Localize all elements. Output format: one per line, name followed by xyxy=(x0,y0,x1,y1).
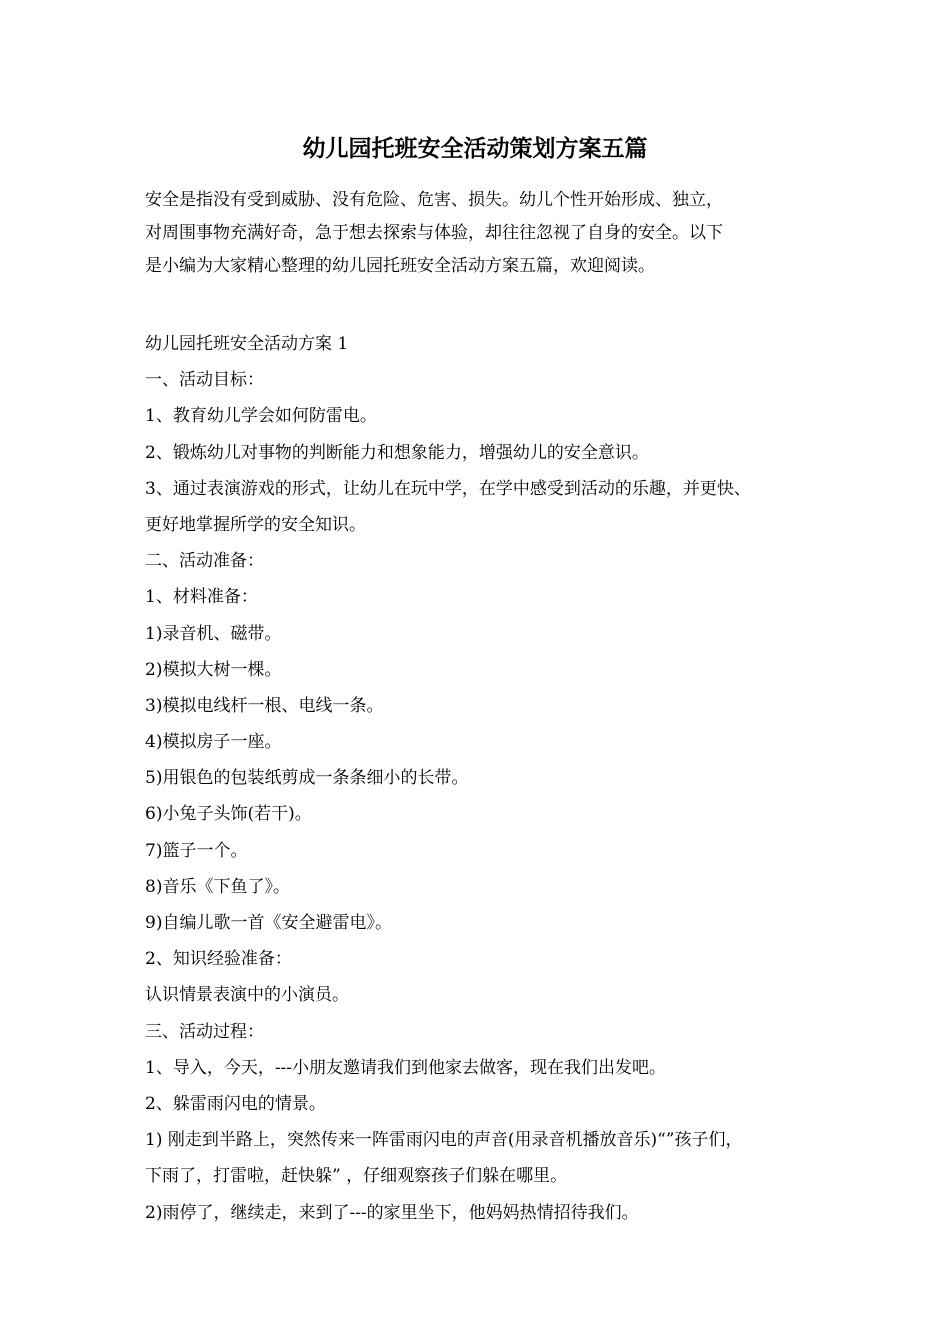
text-line: 2)模拟大树一棵。 xyxy=(145,659,282,680)
intro-line: 是小编为大家精心整理的幼儿园托班安全活动方案五篇，欢迎阅读。 xyxy=(145,256,655,276)
text-line: 7)篮子一个。 xyxy=(145,840,248,861)
subsection-heading: 三、活动过程： xyxy=(145,1021,264,1042)
text-line: 6)小兔子头饰(若干)。 xyxy=(145,804,312,825)
text-line: 2)雨停了，继续走，来到了---的家里坐下，他妈妈热情招待我们。 xyxy=(145,1202,639,1223)
text-line: 1) 刚走到半路上，突然传来一阵雷雨闪电的声音(用录音机播放音乐)“”孩子们， xyxy=(145,1130,743,1151)
text-line: 1、导入，今天，---小朋友邀请我们到他家去做客，现在我们出发吧。 xyxy=(145,1057,667,1078)
text-line: 9)自编儿歌一首《安全避雷电》。 xyxy=(145,913,392,933)
subsection-heading: 二、活动准备： xyxy=(145,551,264,572)
intro-paragraph xyxy=(145,184,810,283)
section-heading: 幼儿园托班安全活动方案 1 xyxy=(145,334,349,354)
text-line: 下雨了，打雷啦，赶快躲” ，仔细观察孩子们躲在哪里。 xyxy=(145,1166,568,1187)
text-line: 1、材料准备： xyxy=(145,587,258,608)
intro-line: 对周围事物充满好奇，急于想去探索与体验，却往往忽视了自身的安全。以下 xyxy=(145,223,723,243)
text-line: 2、躲雷雨闪电的情景。 xyxy=(145,1093,326,1114)
text-line: 3、通过表演游戏的形式，让幼儿在玩中学，在学中感受到活动的乐趣，并更快、 xyxy=(145,478,751,499)
text-line: 1)录音机、磁带。 xyxy=(145,623,282,644)
text-line: 认识情景表演中的小演员。 xyxy=(145,985,349,1006)
text-line: 1、教育幼儿学会如何防雷电。 xyxy=(145,406,377,427)
text-line: 2、知识经验准备： xyxy=(145,949,292,970)
intro-line: 安全是指没有受到威胁、没有危险、危害、损失。幼儿个性开始形成、独立， xyxy=(145,190,723,210)
text-line: 5)用银色的包装纸剪成一条条细小的长带。 xyxy=(145,768,469,789)
text-line: 更好地掌握所学的安全知识。 xyxy=(145,514,366,535)
document-body xyxy=(145,328,825,1233)
text-line: 4)模拟房子一座。 xyxy=(145,732,282,753)
subsection-heading: 一、活动目标： xyxy=(145,370,264,391)
document-title: 幼儿园托班安全活动策划方案五篇 xyxy=(302,135,648,162)
text-line: 3)模拟电线杆一根、电线一条。 xyxy=(145,695,384,716)
text-line: 8)音乐《下鱼了》。 xyxy=(145,876,290,897)
text-line: 2、锻炼幼儿对事物的判断能力和想象能力，增强幼儿的安全意识。 xyxy=(145,442,649,463)
